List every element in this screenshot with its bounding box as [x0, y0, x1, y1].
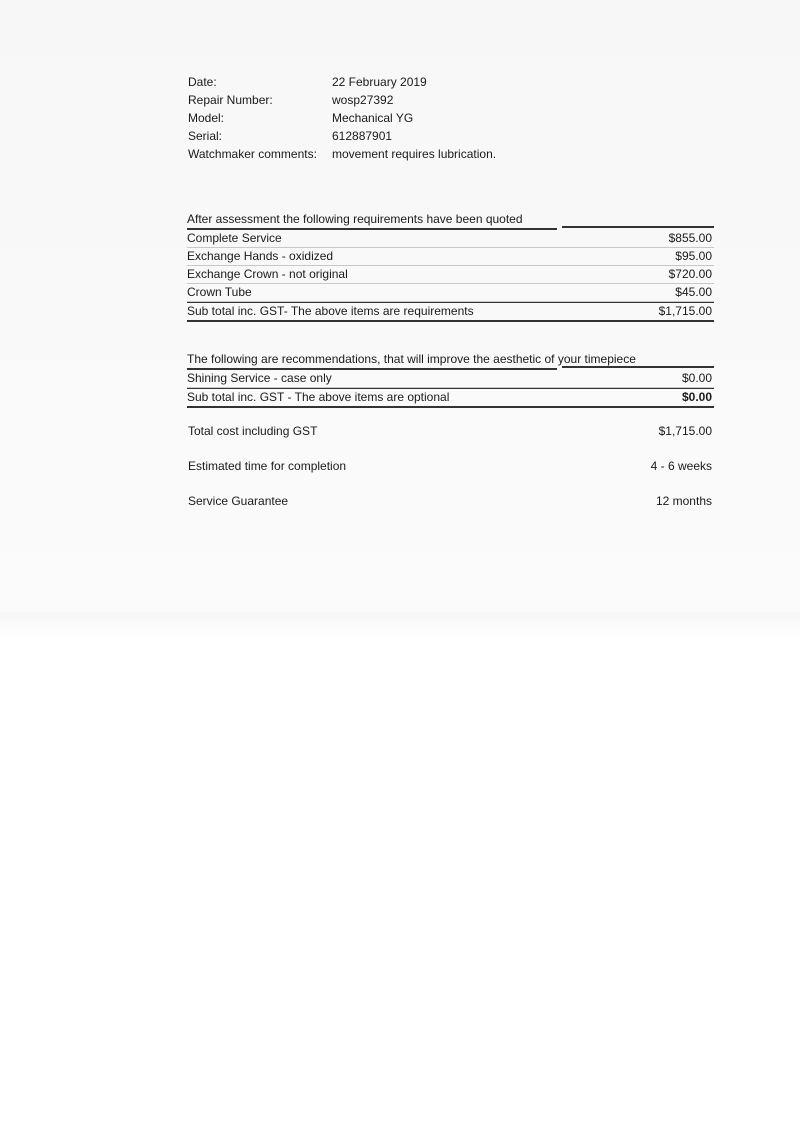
- requirements-title: After assessment the following requirements have been quoted: [187, 211, 557, 230]
- line-item-amount: $720.00: [668, 267, 712, 281]
- subtotal-label: Sub total inc. GST- The above items are requirements: [187, 304, 474, 318]
- line-item-row: [187, 266, 714, 284]
- date-row: [188, 73, 608, 91]
- date-value: 22 February 2019: [332, 75, 427, 89]
- serial-value: 612887901: [332, 129, 393, 143]
- total-cost-value: $1,715.00: [658, 424, 712, 438]
- comments-row: [188, 145, 608, 163]
- line-item-name: Shining Service - case only: [187, 371, 332, 385]
- requirements-section: [187, 211, 714, 322]
- paper-fold-shadow: [0, 612, 800, 626]
- subtotal-amount: $1,715.00: [658, 304, 712, 318]
- line-item-amount: $0.00: [681, 371, 712, 385]
- repair-number-value: wosp27392: [332, 93, 394, 107]
- completion-time-row: [188, 457, 712, 475]
- subtotal-label: Sub total inc. GST - The above items are optional: [187, 390, 450, 404]
- line-item-amount: $45.00: [675, 285, 712, 299]
- total-cost-label: Total cost including GST: [188, 424, 318, 438]
- line-item-name: Exchange Hands - oxidized: [187, 249, 334, 263]
- line-item-row: [187, 370, 714, 388]
- model-label: Model:: [188, 111, 225, 125]
- line-item-amount: $855.00: [668, 231, 712, 245]
- line-item-name: Exchange Crown - not original: [187, 267, 348, 281]
- model-row: [188, 109, 608, 127]
- requirements-subtotal-row: [187, 302, 714, 322]
- date-label: Date:: [188, 75, 217, 89]
- service-guarantee-row: [188, 492, 712, 510]
- completion-time-value: 4 - 6 weeks: [650, 459, 712, 473]
- service-guarantee-value: 12 months: [655, 494, 712, 508]
- serial-label: Serial:: [188, 129, 223, 143]
- recommendations-subtotal-row: [187, 388, 714, 408]
- recommendations-title: The following are recommendations, that will improve the aesthetic of your timepiece: [187, 351, 557, 370]
- line-item-name: Crown Tube: [187, 285, 252, 299]
- line-item-amount: $95.00: [675, 249, 712, 263]
- completion-time-label: Estimated time for completion: [188, 459, 347, 473]
- amount-column-rule: [562, 226, 714, 228]
- line-item-row: [187, 230, 714, 248]
- repair-number-label: Repair Number:: [188, 93, 273, 107]
- amount-column-rule: [562, 366, 714, 368]
- line-item-name: Complete Service: [187, 231, 282, 245]
- model-value: Mechanical YG: [332, 111, 414, 125]
- subtotal-amount: $0.00: [681, 390, 712, 404]
- comments-value: movement requires lubrication.: [332, 147, 497, 161]
- total-cost-row: [188, 422, 712, 440]
- line-item-row: [187, 248, 714, 266]
- recommendations-section: [187, 351, 714, 408]
- service-guarantee-label: Service Guarantee: [188, 494, 289, 508]
- serial-row: [188, 127, 608, 145]
- line-item-row: [187, 284, 714, 302]
- repair-info-block: [188, 73, 608, 163]
- comments-label: Watchmaker comments:: [188, 147, 317, 161]
- repair-number-row: [188, 91, 608, 109]
